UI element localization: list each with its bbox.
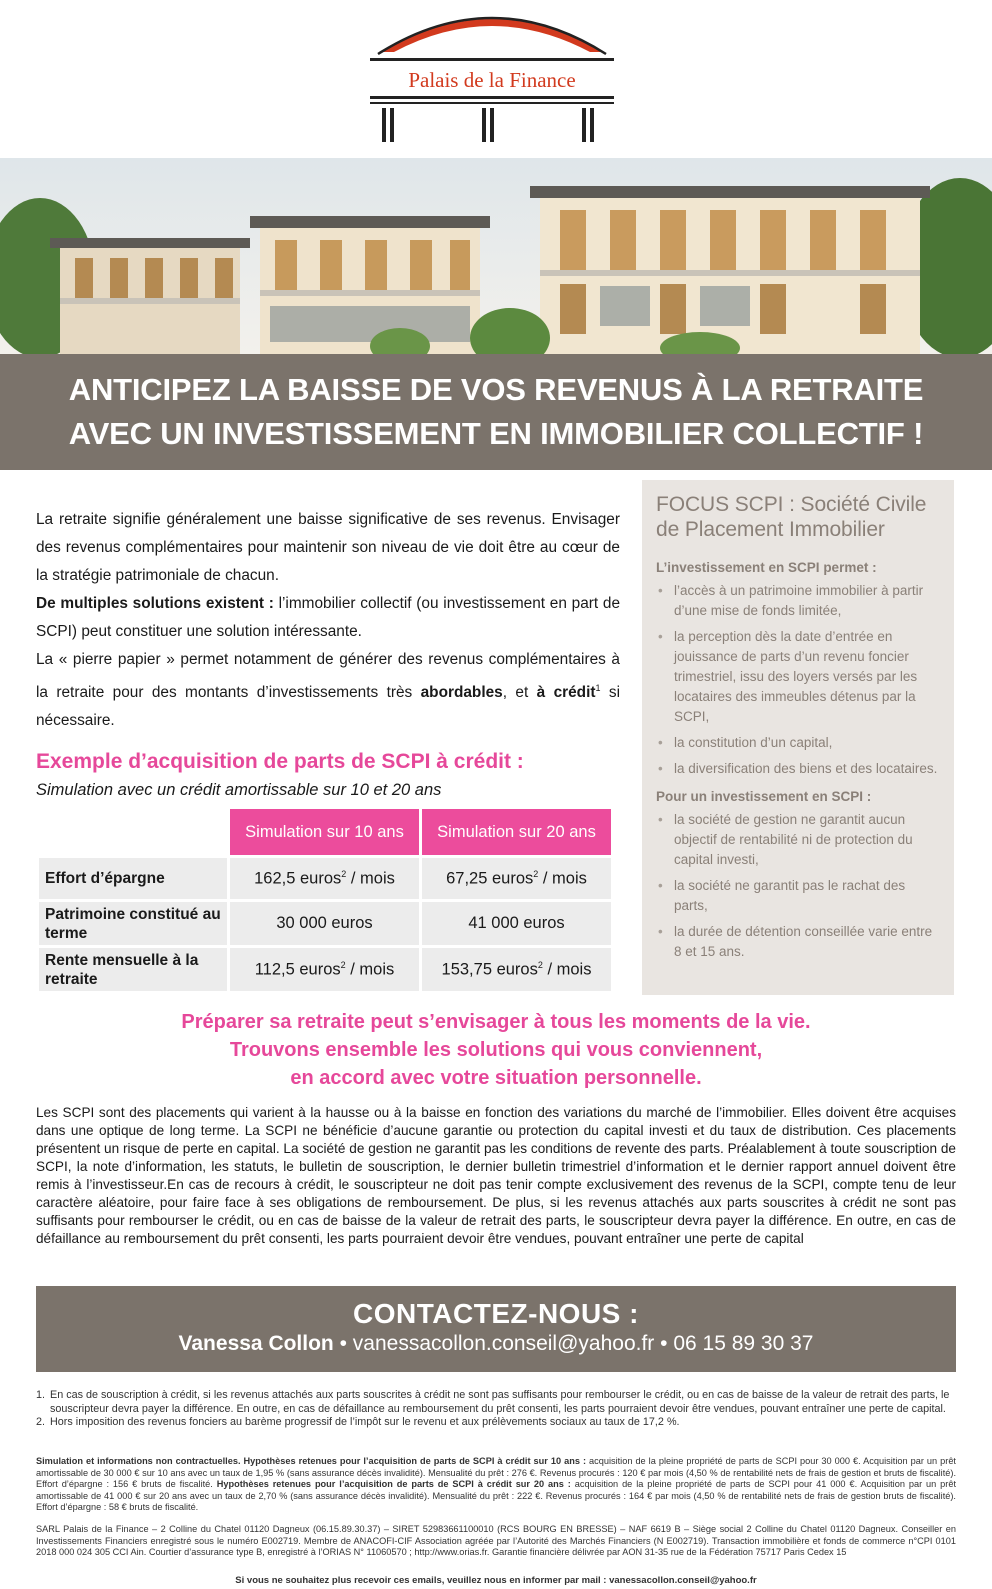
focus-list-1 (656, 581, 942, 779)
list-item: • la société de gestion ne garantit aucun objectif de rentabilité ni de protection du capital investi, (656, 810, 942, 870)
company-legal-info: SARL Palais de la Finance – 2 Colline du Chatel 01120 Dagneux (06.15.89.30.37) – SIRET 52983661100010 (RCS BOURG EN BRESSE) – NAF 6619 B – Siège social 2 Colline du Chatel 01120 Dagneux. Conseiller en Investissements Financiers enregistré sous le numéro E002719. Membre de ANACOFI-CIF Association agréée par l’Autorité des Marchés Financiers (N E002719). Transaction immobilière et fonds de commerce n°CPI 0101 2018 000 024 305 CCI Ain. Courtier d’assurance type B, enregistré à l’ORIAS N° 11060570 ; http://www.orias.fr. Garantie financière délivrée par AON 31-35 rue de la Fédération 75717 Paris Cedex 15 (36, 1524, 956, 1557)
table-header-10-ans: Simulation sur 10 ans (230, 809, 419, 855)
intro-paragraph-1: La retraite signifie généralement une baisse significative de ses revenus. Envisager des revenus complémentaires pour maintenir son niveau de vie doit être au cœur de la stratégie patrimoniale de chacun. (36, 511, 620, 584)
logo-text: Palais de la Finance (408, 68, 576, 92)
contact-name: Vanessa Collon (178, 1332, 334, 1355)
intro-p3-start: La « pierre papier » permet notamment de générer des revenus complémentaires à la retraite pour des montants d’investissements très (36, 651, 620, 702)
row-label: Rente mensuelle à la retraite (39, 948, 227, 991)
list-item: • la diversification des biens et des locataires. (656, 759, 942, 779)
unsubscribe-notice[interactable]: Si vous ne souhaitez plus recevoir ces emails, veuillez nous en informer par mail : vanessacollon.conseil@yahoo.fr (235, 1575, 757, 1586)
table-cell: 30 000 euros (230, 902, 419, 945)
contact-email-link[interactable]: vanessacollon.conseil@yahoo.fr (352, 1332, 655, 1355)
row-label: Effort d’épargne (39, 858, 227, 899)
contact-title: CONTACTEZ-NOUS : (353, 1298, 639, 1329)
footnote-2: 2. Hors imposition des revenus fonciers au barème progressif de l’impôt sur le revenu et aux prélèvements sociaux au taux de 17,2 %. (48, 1416, 956, 1430)
slogan (0, 1008, 992, 1092)
risk-disclaimer: Les SCPI sont des placements qui varient à la hausse ou à la baisse en fonction des variations du marché de l’immobilier. Elles doivent être acquises dans une optique de long terme. La SCPI ne bénéficie d’aucune garantie ou protection du capital investi et du taux de distribution. Ces placements présentent un risque de perte en capital. La société de gestion ne garantit pas les conditions de revente des parts. Préalablement à toute souscription de SCPI, la note d’information, les statuts, le bulletin de souscription, le dernier bulletin trimestriel d’information et le dernier rapport annuel doivent être remis à l’investisseur.En cas de recours à crédit, le souscripteur ne doit pas tenir compte exclusivement des revenus de la SCPI, compte tenu de leur caractère aléatoire, pour faire face à ses obligations de remboursement. De plus, si les revenus attachés aux parts souscrites à crédit ne sont pas suffisants pour rembourser le crédit, ou en cas de baisse de la valeur de retrait des parts, le souscripteur devra payer la différence. En outre, en cas de défaillance au remboursement du prêt consenti, les parts pourraient devoir être vendues, pouvant entraîner une perte de capital (36, 1105, 956, 1246)
contact-phone[interactable]: 06 15 89 30 37 (673, 1332, 814, 1355)
table-header-20-ans: Simulation sur 20 ans (422, 809, 611, 855)
focus-title: FOCUS SCPI : Société Civile de Placement Immobilier (656, 493, 927, 541)
slogan-line-2: Trouvons ensemble les solutions qui vous conviennent, (229, 1039, 763, 1061)
table-corner (39, 809, 227, 855)
table-cell: 153,75 euros$^2$ / mois (422, 948, 611, 991)
footnotes (36, 1389, 956, 1430)
list-item: • la constitution d’un capital, (656, 733, 942, 753)
footnote-1: 1. En cas de souscription à crédit, si les revenus attachés aux parts souscrites à crédit ne sont pas suffisants pour rembourser le crédit, ou en cas de baisse de la valeur de retrait des parts, le souscripteur devra payer la différence. En outre, en cas de défaillance au remboursement du prêt consenti, les parts pourraient devoir être vendues, pouvant entraîner une perte de capital. (48, 1389, 956, 1416)
example-subtitle: Simulation avec un crédit amortissable sur 10 et 20 ans (36, 781, 442, 799)
intro-paragraph-3 (36, 646, 620, 735)
contact-band (36, 1286, 956, 1372)
focus-scpi-box (642, 480, 954, 995)
headline-line-2: AVEC UN INVESTISSEMENT EN IMMOBILIER COLLECTIF ! (68, 416, 924, 451)
intro-p3-end: si nécessaire. (36, 684, 620, 730)
intro-p3-bold2: à crédit (536, 684, 596, 702)
slogan-line-1: Préparer sa retraite peut s’envisager à tous les moments de la vie. (181, 1011, 811, 1033)
example-title: Exemple d’acquisition de parts de SCPI à crédit : (36, 750, 524, 773)
contact-details: Vanessa Collon • vanessacollon.conseil@yahoo.fr • 06 15 89 30 37 (178, 1332, 814, 1355)
main-headline (0, 354, 992, 470)
table-row (39, 948, 611, 991)
list-item: • la durée de détention conseillée varie entre 8 et 15 ans. (656, 922, 942, 962)
table-row (39, 902, 611, 945)
focus-subtitle-2: Pour un investissement en SCPI : (656, 789, 872, 804)
simulation-info: Simulation et informations non contractuelles. Hypothèses retenues pour l’acquisition de parts de SCPI à crédit sur 10 ans : acquisition de la pleine propriété de parts de SCPI pour 30 000 €. Acquisition par un prêt amortissable de 30 000 € sur 10 ans avec un taux de 1,95 % (sans assurance décès invalidité). Mensualité du prêt : 276 €. Revenus procurés : 120 € par mois (4,50 % de rentabilité nets de frais de gestion et bruts de fiscalité). Effort d’épargne : 156 € bruts de fiscalité. Hypothèses retenues pour l’acquisition de parts de SCPI à crédit sur 20 ans : acquisition de la pleine propriété de parts de SCPI pour 41 000 €. Acquisition par un prêt amortissable de 41 000 € sur 20 ans avec un taux de 2,70 % (sans assurance décès invalidité). Mensualité du prêt : 222 €. Revenus procurés : 164 € par mois (4,50 % de rentabilité nets de frais de gestion bruts de fiscalité). Effort d’épargne : 58 € bruts de fiscalité. (36, 1456, 956, 1512)
intro-p3-footnote: 1 (595, 683, 601, 693)
intro-p2-rest: l’immobilier collectif (ou investissement en part de SCPI) peut constituer une solution intéressante. (36, 595, 621, 640)
row-label: Patrimoine constitué au terme (39, 902, 227, 945)
company-logo (368, 4, 616, 146)
intro-p3-mid: , et (502, 684, 537, 702)
list-item: • la perception dès la date d’entrée en jouissance de parts d’un revenu foncier trimestriel, issu des loyers versés par les locataires des immeubles détenus par la SCPI, (656, 627, 942, 727)
simulation-table (36, 806, 614, 994)
table-cell: 112,5 euros$^2$ / mois (230, 948, 419, 991)
focus-list-2 (656, 810, 942, 962)
intro-p2-bold: De multiples solutions existent : (36, 595, 274, 612)
list-item: • la société ne garantit pas le rachat des parts, (656, 876, 942, 916)
headline-line-1: ANTICIPEZ LA BAISSE DE VOS REVENUS À LA RETRAITE (68, 372, 924, 407)
intro-paragraph-2 (36, 590, 620, 646)
table-cell: 162,5 euros$^2$ / mois (230, 858, 419, 899)
focus-subtitle-1: L’investissement en SCPI permet : (656, 560, 877, 575)
intro-p3-bold1: abordables (420, 684, 503, 702)
intro-text (36, 506, 620, 735)
hero-building-image (0, 158, 992, 354)
slogan-line-3: en accord avec votre situation personnelle. (290, 1067, 702, 1089)
table-cell: 41 000 euros (422, 902, 611, 945)
table-cell: 67,25 euros$^2$ / mois (422, 858, 611, 899)
list-item: • l’accès à un patrimoine immobilier à partir d’une mise de fonds limitée, (656, 581, 942, 621)
table-row (39, 858, 611, 899)
